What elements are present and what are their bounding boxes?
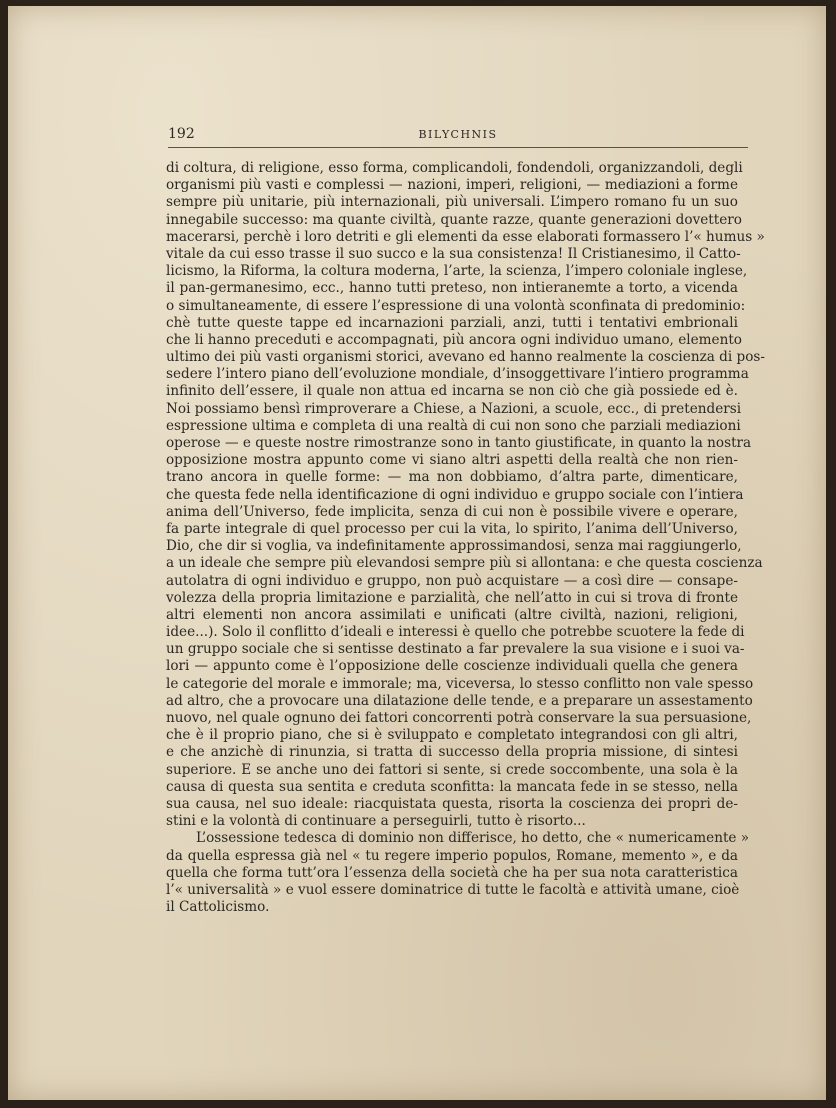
text-line: lori — appunto come è l’opposizione delle coscienze individuali quella che genera [166, 658, 738, 675]
running-title: BILYCHNIS [418, 128, 498, 141]
text-line: un gruppo sociale che si sentisse destinato a far prevalere la sua visione e i suoi va- [166, 641, 745, 658]
text-line: macerarsi, perchè i loro detriti e gli elementi da esse elaborati formassero l’« humus » [166, 228, 765, 245]
text-line: sempre più unitarie, più internazionali, più universali. L’impero romano fu un suo [166, 194, 738, 211]
text-line: a un ideale che sempre più elevandosi sempre più si allontana: e che questa coscienza [166, 555, 763, 572]
text-line: L’ossessione tedesca di dominio non differisce, ho detto, che « numericamente » [196, 830, 750, 847]
text-line: trano ancora in quelle forme: — ma non dobbiamo, d’altra parte, dimenticare, [166, 469, 738, 486]
text-line: sua causa, nel suo ideale: riacquistata questa, risorta la coscienza dei propri de- [166, 795, 738, 812]
text-line: stini e la volontà di continuare a perseguirli, tutto è risorto... [166, 813, 586, 830]
text-line: nuovo, nel quale ognuno dei fattori concorrenti potrà conservare la sua persuasione, [166, 710, 752, 726]
text-line: il pan-germanesimo, ecc., hanno tutti preteso, non intieranemte a torto, a vicenda [166, 280, 738, 297]
text-line: superiore. E se anche uno dei fattori si sente, si crede soccombente, una sola è la [166, 761, 738, 778]
text-line: causa di questa sua sentita e creduta sconfitta: la mancata fede in se stesso, nella [166, 778, 738, 795]
text-line: volezza della propria limitazione e parzialità, che nell’atto in cui si trova di fronte [166, 589, 738, 606]
text-line: opposizione mostra appunto come vi siano altri aspetti della realtà che non rien- [166, 452, 738, 469]
text-line: ultimo dei più vasti organismi storici, avevano ed hanno realmente la coscienza di pos- [166, 349, 765, 366]
text-line: che li hanno preceduti e accompagnati, più ancora ogni individuo umano, elemento [166, 331, 742, 348]
text-line: espressione ultima e completa di una realtà di cui non sono che parziali mediazioni [166, 417, 741, 434]
page-header [168, 123, 748, 148]
text-line: organismi più vasti e complessi — nazioni, imperi, religioni, — mediazioni a forme [166, 177, 738, 194]
text-line: licismo, la Riforma, la coltura moderna, l’arte, la scienza, l’impero coloniale inglese, [166, 263, 748, 280]
text-line: autolatra di ogni individuo e gruppo, non può acquistare — a così dire — consape- [166, 572, 738, 589]
text-line: che questa fede nella identificazione di ogni individuo e gruppo sociale con l’intiera [166, 486, 744, 503]
text-line: quella che forma tutt’ora l’essenza della società che ha per sua nota caratteristica [166, 864, 738, 881]
text-line: altri elementi non ancora assimilati e unificati (altre civiltà, nazioni, religioni, [166, 606, 738, 623]
text-line: il Cattolicismo. [166, 899, 270, 916]
text-line: le categorie del morale e immorale; ma, viceversa, lo stesso conflitto non vale spesso [166, 675, 754, 692]
text-line: Noi possiamo bensì rimproverare a Chiese, a Nazioni, a scuole, ecc., di pretendersi [166, 400, 742, 417]
text-line: innegabile successo: ma quante civiltà, quante razze, quante generazioni dovettero [166, 211, 742, 228]
text-line: chè tutte queste tappe ed incarnazioni parziali, anzi, tutti i tentativi embrionali [166, 314, 738, 331]
text-line: idee...). Solo il conflitto d’ideali e interessi è quello che potrebbe scuotere la fede di [166, 624, 745, 641]
text-line: Dio, che dir si voglia, va indefinitamente approssimandosi, senza mai raggiungerlo, [166, 538, 742, 555]
text-line: di coltura, di religione, esso forma, complicandoli, fondendoli, organizzandoli, degli [166, 160, 743, 176]
text-line: da quella espressa già nel « tu regere imperio populos, Romane, memento », e da [166, 847, 738, 864]
text-line: infinito dell’essere, il quale non attua ed incarna se non ciò che già possiede ed è. [166, 383, 738, 400]
text-line: ad altro, che a provocare una dilatazione delle tende, e a preparare un assestamento [166, 692, 753, 709]
text-line: fa parte integrale di quel processo per cui la vita, lo spirito, l’anima dell’Universo, [166, 520, 738, 537]
text-line: anima dell’Universo, fede implicita, senza di cui non è possibile vivere e operare, [166, 503, 738, 520]
page-number: 192 [168, 126, 195, 142]
text-line: o simultaneamente, di essere l’espressione di una volontà sconfinata di predominio: [166, 297, 746, 314]
text-line: sedere l’intero piano dell’evoluzione mondiale, d’insoggettivare l’intiero programma [166, 366, 749, 383]
text-line: che è il proprio piano, che si è sviluppato e completato integrandosi con gli altri, [166, 727, 738, 744]
body-text [166, 160, 765, 916]
text-line: l’« universalità » e vuol essere dominatrice di tutte le facoltà e attività umane, cioè [166, 881, 740, 898]
text-line: operose — e queste nostre rimostranze sono in tanto giustificate, in quanto la nostra [166, 435, 752, 451]
text-line: vitale da cui esso trasse il suo succo e la sua consistenza! Il Cristianesimo, il Catto- [166, 245, 741, 262]
text-line: e che anzichè di rinunzia, si tratta di successo della propria missione, di sintesi [166, 744, 738, 761]
